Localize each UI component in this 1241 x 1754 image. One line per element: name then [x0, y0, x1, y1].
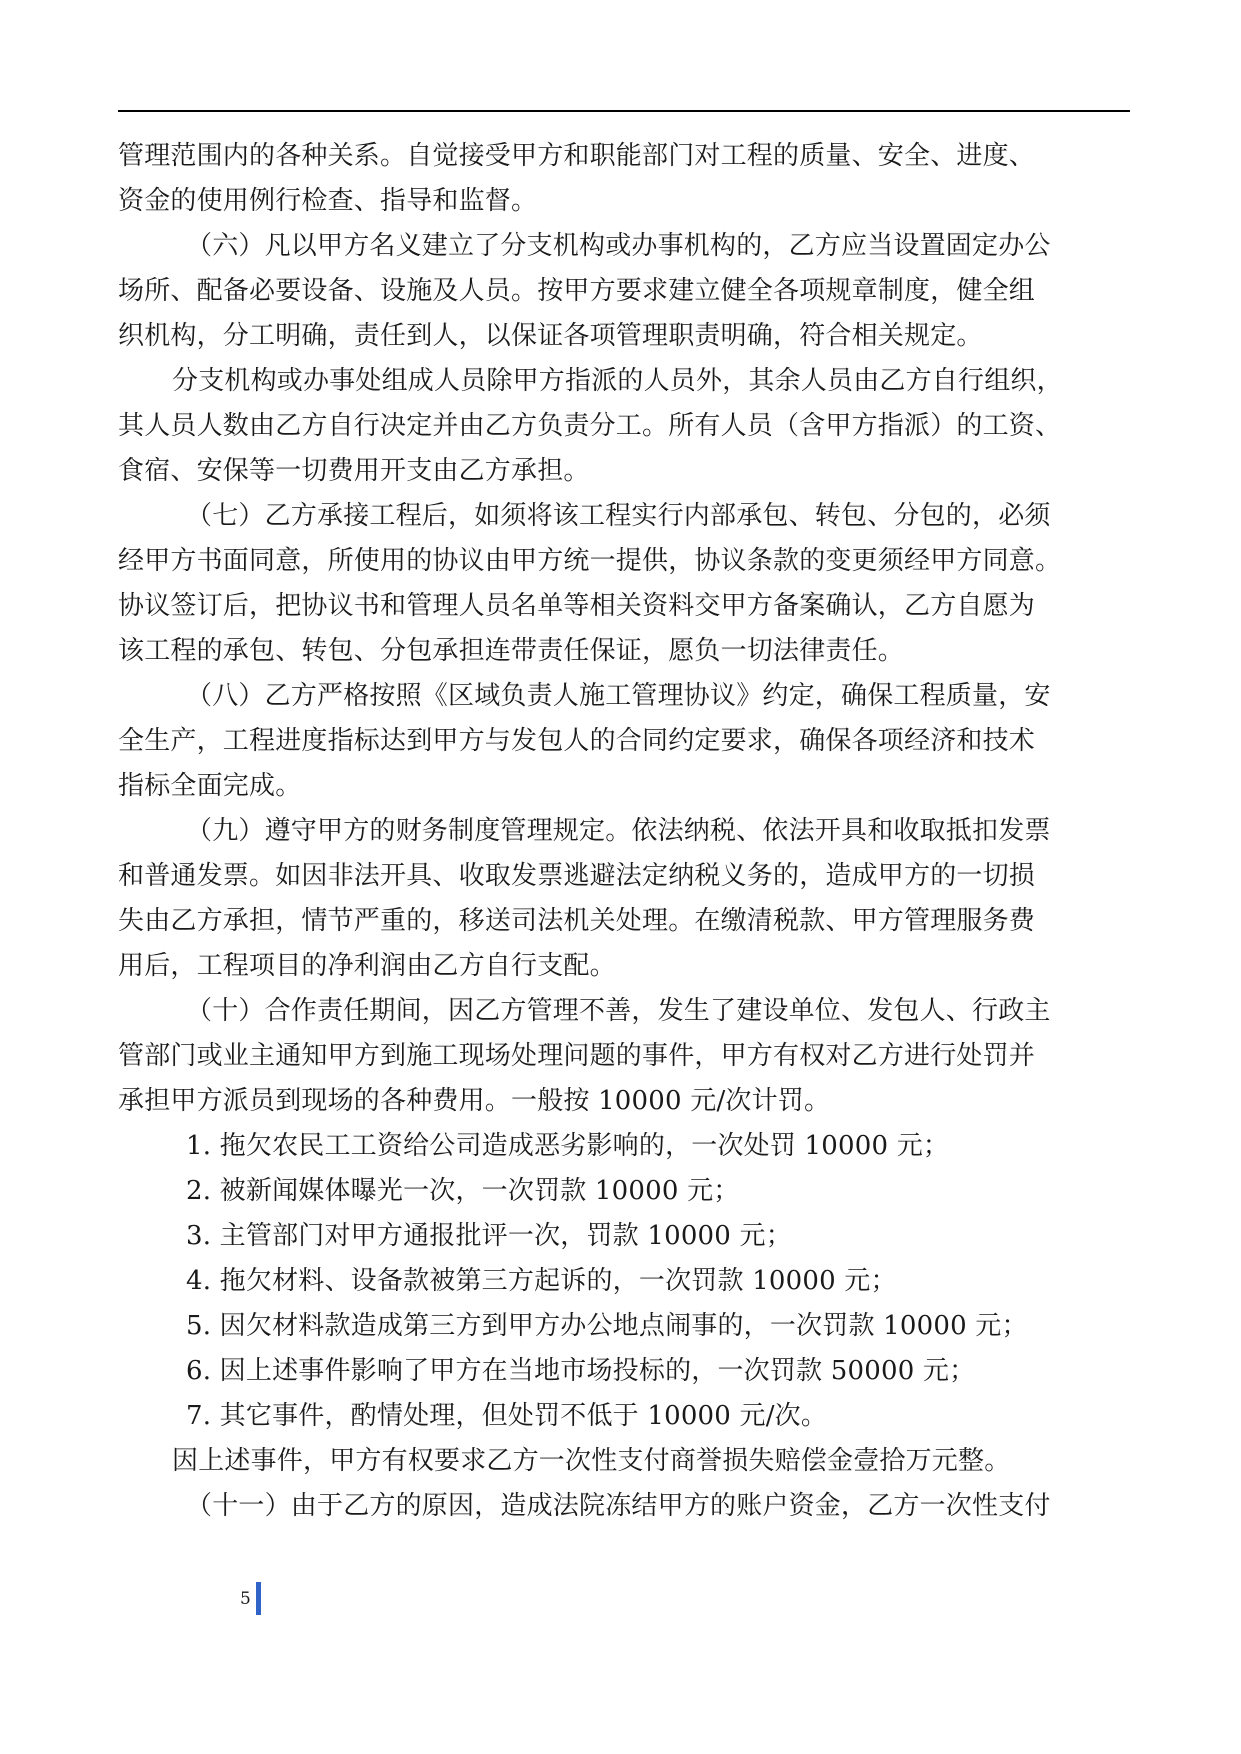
text-line: 6. 因上述事件影响了甲方在当地市场投标的，一次罚款 50000 元；	[186, 1356, 976, 1386]
page-number: 5	[240, 1589, 251, 1609]
text-line: 分支机构或办事处组成人员除甲方指派的人员外，其余人员由乙方自行组织，	[172, 366, 1063, 396]
text-line: 和普通发票。如因非法开具、收取发票逃避法定纳税义务的，造成甲方的一切损	[118, 861, 1036, 891]
text-line: 2. 被新闻媒体曝光一次，一次罚款 10000 元；	[186, 1176, 740, 1206]
header-rule	[118, 110, 1130, 112]
text-line: （十）合作责任期间，因乙方管理不善，发生了建设单位、发包人、行政主	[186, 996, 1051, 1026]
text-line: 3. 主管部门对甲方通报批评一次，罚款 10000 元；	[186, 1221, 792, 1251]
text-line: 因上述事件，甲方有权要求乙方一次性支付商誉损失赔偿金壹拾万元整。	[172, 1446, 1011, 1476]
text-line: 经甲方书面同意，所使用的协议由甲方统一提供，协议条款的变更须经甲方同意。	[118, 546, 1062, 576]
text-line: （七）乙方承接工程后，如须将该工程实行内部承包、转包、分包的，必须	[186, 501, 1051, 531]
text-line: 7. 其它事件，酌情处理，但处罚不低于 10000 元/次。	[186, 1401, 828, 1431]
text-line: （十一）由于乙方的原因，造成法院冻结甲方的账户资金，乙方一次性支付	[186, 1491, 1051, 1521]
text-line: 承担甲方派员到现场的各种费用。一般按 10000 元/次计罚。	[118, 1086, 831, 1116]
text-line: 1. 拖欠农民工工资给公司造成恶劣影响的，一次处罚 10000 元；	[186, 1131, 950, 1161]
text-line: 管理范围内的各种关系。自觉接受甲方和职能部门对工程的质量、安全、进度、	[118, 141, 1036, 171]
text-line: 其人员人数由乙方自行决定并由乙方负责分工。所有人员（含甲方指派）的工资、	[118, 411, 1062, 441]
text-line: 场所、配备必要设备、设施及人员。按甲方要求建立健全各项规章制度，健全组	[118, 276, 1036, 306]
text-line: 资金的使用例行检查、指导和监督。	[118, 186, 538, 216]
text-line: 5. 因欠材料款造成第三方到甲方办公地点闹事的，一次罚款 10000 元；	[186, 1311, 1028, 1341]
document-body	[118, 134, 1138, 1529]
text-line: 指标全面完成。	[118, 771, 302, 801]
text-line: 该工程的承包、转包、分包承担连带责任保证，愿负一切法律责任。	[118, 636, 905, 666]
text-line: 织机构，分工明确，责任到人，以保证各项管理职责明确，符合相关规定。	[118, 321, 983, 351]
text-line: 协议签订后，把协议书和管理人员名单等相关资料交甲方备案确认，乙方自愿为	[118, 591, 1036, 621]
text-line: （九）遵守甲方的财务制度管理规定。依法纳税、依法开具和收取抵扣发票	[186, 816, 1051, 846]
text-line: （八）乙方严格按照《区域负责人施工管理协议》约定，确保工程质量，安	[186, 681, 1051, 711]
page-number-bar	[256, 1582, 261, 1615]
text-line: 失由乙方承担，情节严重的，移送司法机关处理。在缴清税款、甲方管理服务费	[118, 906, 1036, 936]
text-line: 全生产，工程进度指标达到甲方与发包人的合同约定要求，确保各项经济和技术	[118, 726, 1036, 756]
text-line: 用后，工程项目的净利润由乙方自行支配。	[118, 951, 616, 981]
text-line: 食宿、安保等一切费用开支由乙方承担。	[118, 456, 590, 486]
text-line: （六）凡以甲方名义建立了分支机构或办事机构的，乙方应当设置固定办公	[186, 231, 1051, 261]
text-line: 4. 拖欠材料、设备款被第三方起诉的，一次罚款 10000 元；	[186, 1266, 897, 1296]
text-line: 管部门或业主通知甲方到施工现场处理问题的事件，甲方有权对乙方进行处罚并	[118, 1041, 1036, 1071]
